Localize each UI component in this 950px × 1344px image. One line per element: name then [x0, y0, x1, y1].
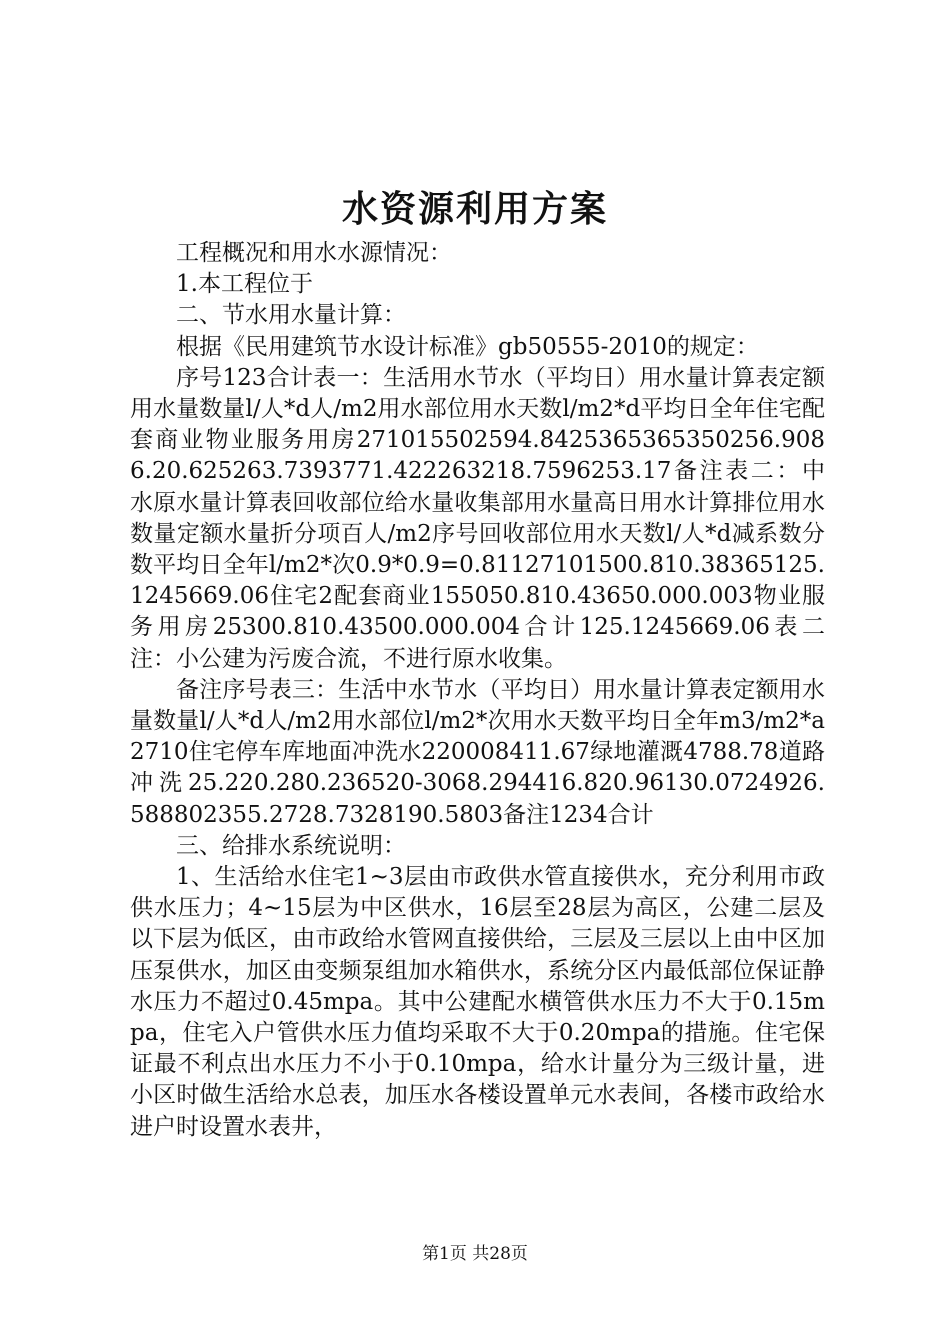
paragraph-project-location: 1.本工程位于	[176, 271, 313, 298]
paragraph-tables-1-2: 序号123合计表一：生活用水节水（平均日）用水量计算表定额用水量数量l/人*d人/m2用水部位用水天数l/m2*d平均日全年住宅配套商业物业服务用房271015502594.8425365365350256.9086.20.625263.7393771.422263218.7596253.17备注表二：中水原水量计算表回收部位给水量收集部用水量高日用水计算排位用水数量定额水量折分项百人/m2序号回收部位用水天数l/人*d减系数分数平均日全年l/m2*次0.9*0.9=0.81127101500.810.38365125.1245669.06住宅2配套商业155050.810.43650.000.003物业服务用房25300.810.43500.000.004合计125.1245669.06表二注：小公建为污废合流，不进行原水收集。	[130, 364, 825, 672]
paragraph-project-overview: 工程概况和用水水源情况：	[176, 240, 452, 266]
page-title: 水资源利用方案	[341, 188, 608, 230]
page-number-footer: 第1页 共28页	[422, 1244, 528, 1264]
paragraph-water-supply-description: 1、生活给水住宅1~3层由市政供水管直接供水，充分利用市政供水压力；4~15层为中区供水，16层至28层为高区，公建二层及以下层为低区，由市政给水管网直接供给，三层及三层以上由中区加压泵供水，加区由变频泵组加水箱供水，系统分区内最低部位保证静水压力不超过0.45mpa。其中公建配水横管供水压力不大于0.15mpa，住宅入户管供水压力值均采取不大于0.20mpa的措施。住宅保证最不利点出水压力不小于0.10mpa，给水计量分为三级计量，进小区时做生活给水总表，加压水各楼设置单元水表间，各楼市政给水进户时设置水表井，	[130, 864, 825, 1140]
document-body	[130, 238, 825, 1143]
paragraph-section-2-heading: 二、节水用水量计算：	[176, 302, 406, 329]
paragraph-section-3-heading: 三、给排水系统说明：	[176, 832, 406, 859]
paragraph-table-3: 备注序号表三：生活中水节水（平均日）用水量计算表定额用水量数量l/人*d人/m2用水部位l/m2*次用水天数平均日全年m3/m2*a2710住宅停车库地面冲洗水220008411.67绿地灌溉4788.78道路冲洗25.220.280.236520-3068.294416.820.96130.0724926.588802355.2728.7328190.5803备注1234合计	[130, 676, 825, 828]
paragraph-standard-reference: 根据《民用建筑节水设计标准》gb50555-2010的规定：	[176, 333, 759, 360]
